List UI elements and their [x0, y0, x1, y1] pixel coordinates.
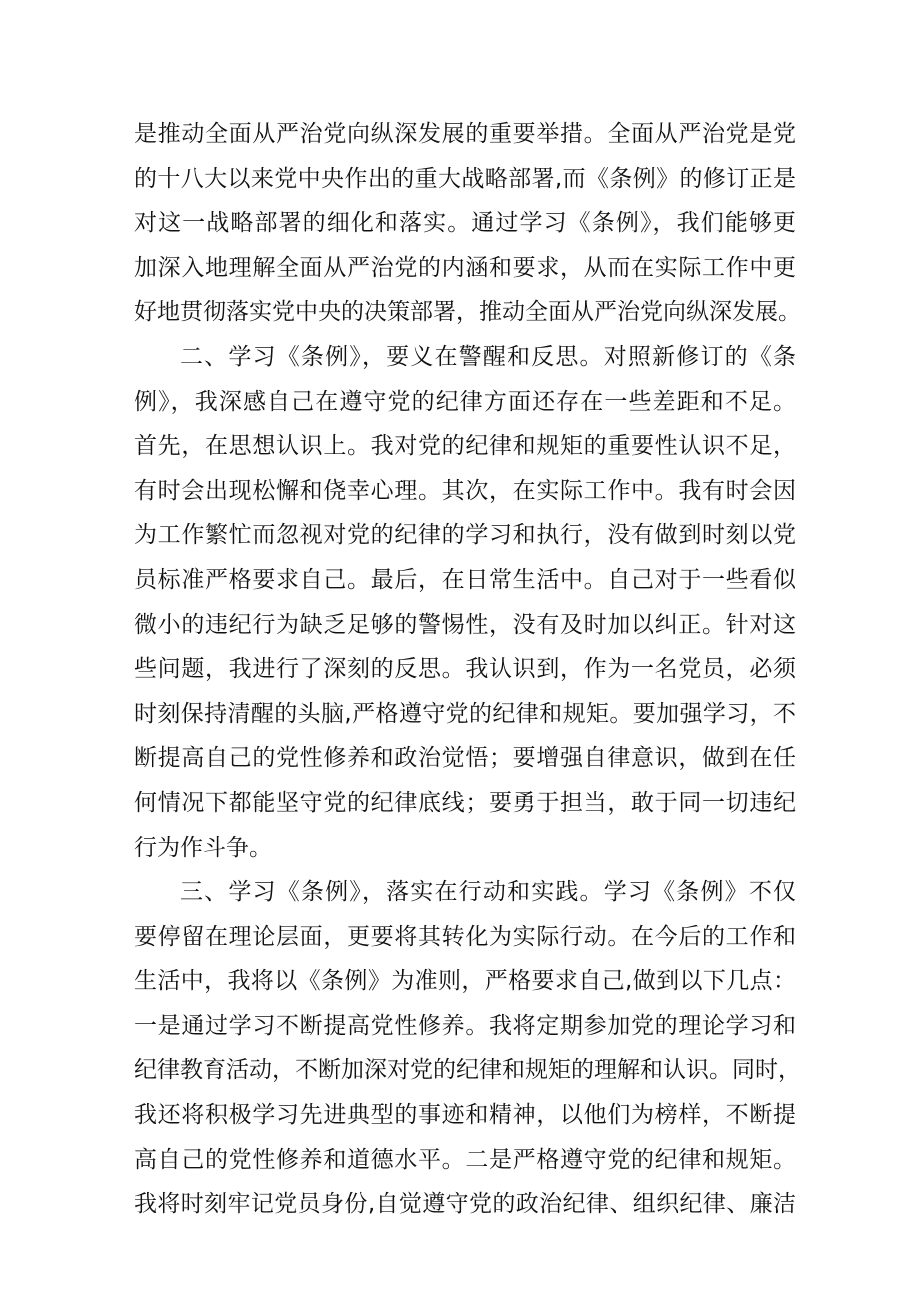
text-line: 我将时刻牢记党员身份,自觉遵守党的政治纪律、组织纪律、廉洁	[134, 1191, 796, 1218]
text-line: 我还将积极学习先进典型的事迹和精神，以他们为榜样，不断提	[134, 1102, 796, 1129]
text-line: 二、学习《条例》，要义在警醒和反思。对照新修订的《条	[180, 343, 796, 370]
text-line: 纪律教育活动，不断加深对党的纪律和规矩的理解和认识。同时，	[134, 1057, 801, 1084]
text-line: 一是通过学习不断提高党性修养。我将定期参加党的理论学习和	[134, 1012, 796, 1039]
text-line: 何情况下都能坚守党的纪律底线；要勇于担当，敢于同一切违纪	[134, 789, 796, 816]
paragraph-1	[134, 112, 801, 335]
text-line: 些问题，我进行了深刻的反思。我认识到，作为一名党员，必须	[134, 656, 796, 683]
text-line: 高自己的党性修养和道德水平。二是严格遵守党的纪律和规矩。	[134, 1146, 796, 1173]
text-line: 微小的违纪行为缺乏足够的警惕性，没有及时加以纠正。针对这	[134, 611, 796, 638]
text-line: 好地贯彻落实党中央的决策部署，推动全面从严治党向纵深发展。	[134, 299, 801, 326]
text-line: 为工作繁忙而忽视对党的纪律的学习和执行，没有做到时刻以党	[134, 522, 796, 549]
text-line: 的十八大以来党中央作出的重大战略部署,而《条例》的修订正是	[134, 165, 796, 192]
document-body	[134, 112, 801, 1227]
text-line: 时刻保持清醒的头脑,严格遵守党的纪律和规矩。要加强学习，不	[134, 700, 796, 727]
text-line: 对这一战略部署的细化和落实。通过学习《条例》，我们能够更	[134, 210, 796, 237]
text-line: 要停留在理论层面，更要将其转化为实际行动。在今后的工作和	[134, 923, 796, 950]
text-line: 有时会出现松懈和侥幸心理。其次，在实际工作中。我有时会因	[134, 477, 796, 504]
text-line: 三、学习《条例》，落实在行动和实践。学习《条例》不仅	[180, 879, 796, 906]
text-line: 首先，在思想认识上。我对党的纪律和规矩的重要性认识不足，	[134, 433, 796, 460]
text-line: 断提高自己的党性修养和政治觉悟；要增强自律意识，做到在任	[134, 745, 796, 772]
text-line: 例》，我深感自己在遵守党的纪律方面还存在一些差距和不足。	[134, 388, 796, 415]
text-line: 是推动全面从严治党向纵深发展的重要举措。全面从严治党是党	[134, 121, 796, 147]
text-line: 员标准严格要求自己。最后，在日常生活中。自己对于一些看似	[134, 566, 796, 593]
text-line: 生活中，我将以《条例》为准则，严格要求自己,做到以下几点：	[134, 968, 796, 995]
text-line: 加深入地理解全面从严治党的内涵和要求，从而在实际工作中更	[134, 254, 796, 281]
paragraph-2	[134, 335, 796, 870]
text-line: 行为作斗争。	[134, 834, 272, 861]
paragraph-3	[134, 870, 801, 1227]
